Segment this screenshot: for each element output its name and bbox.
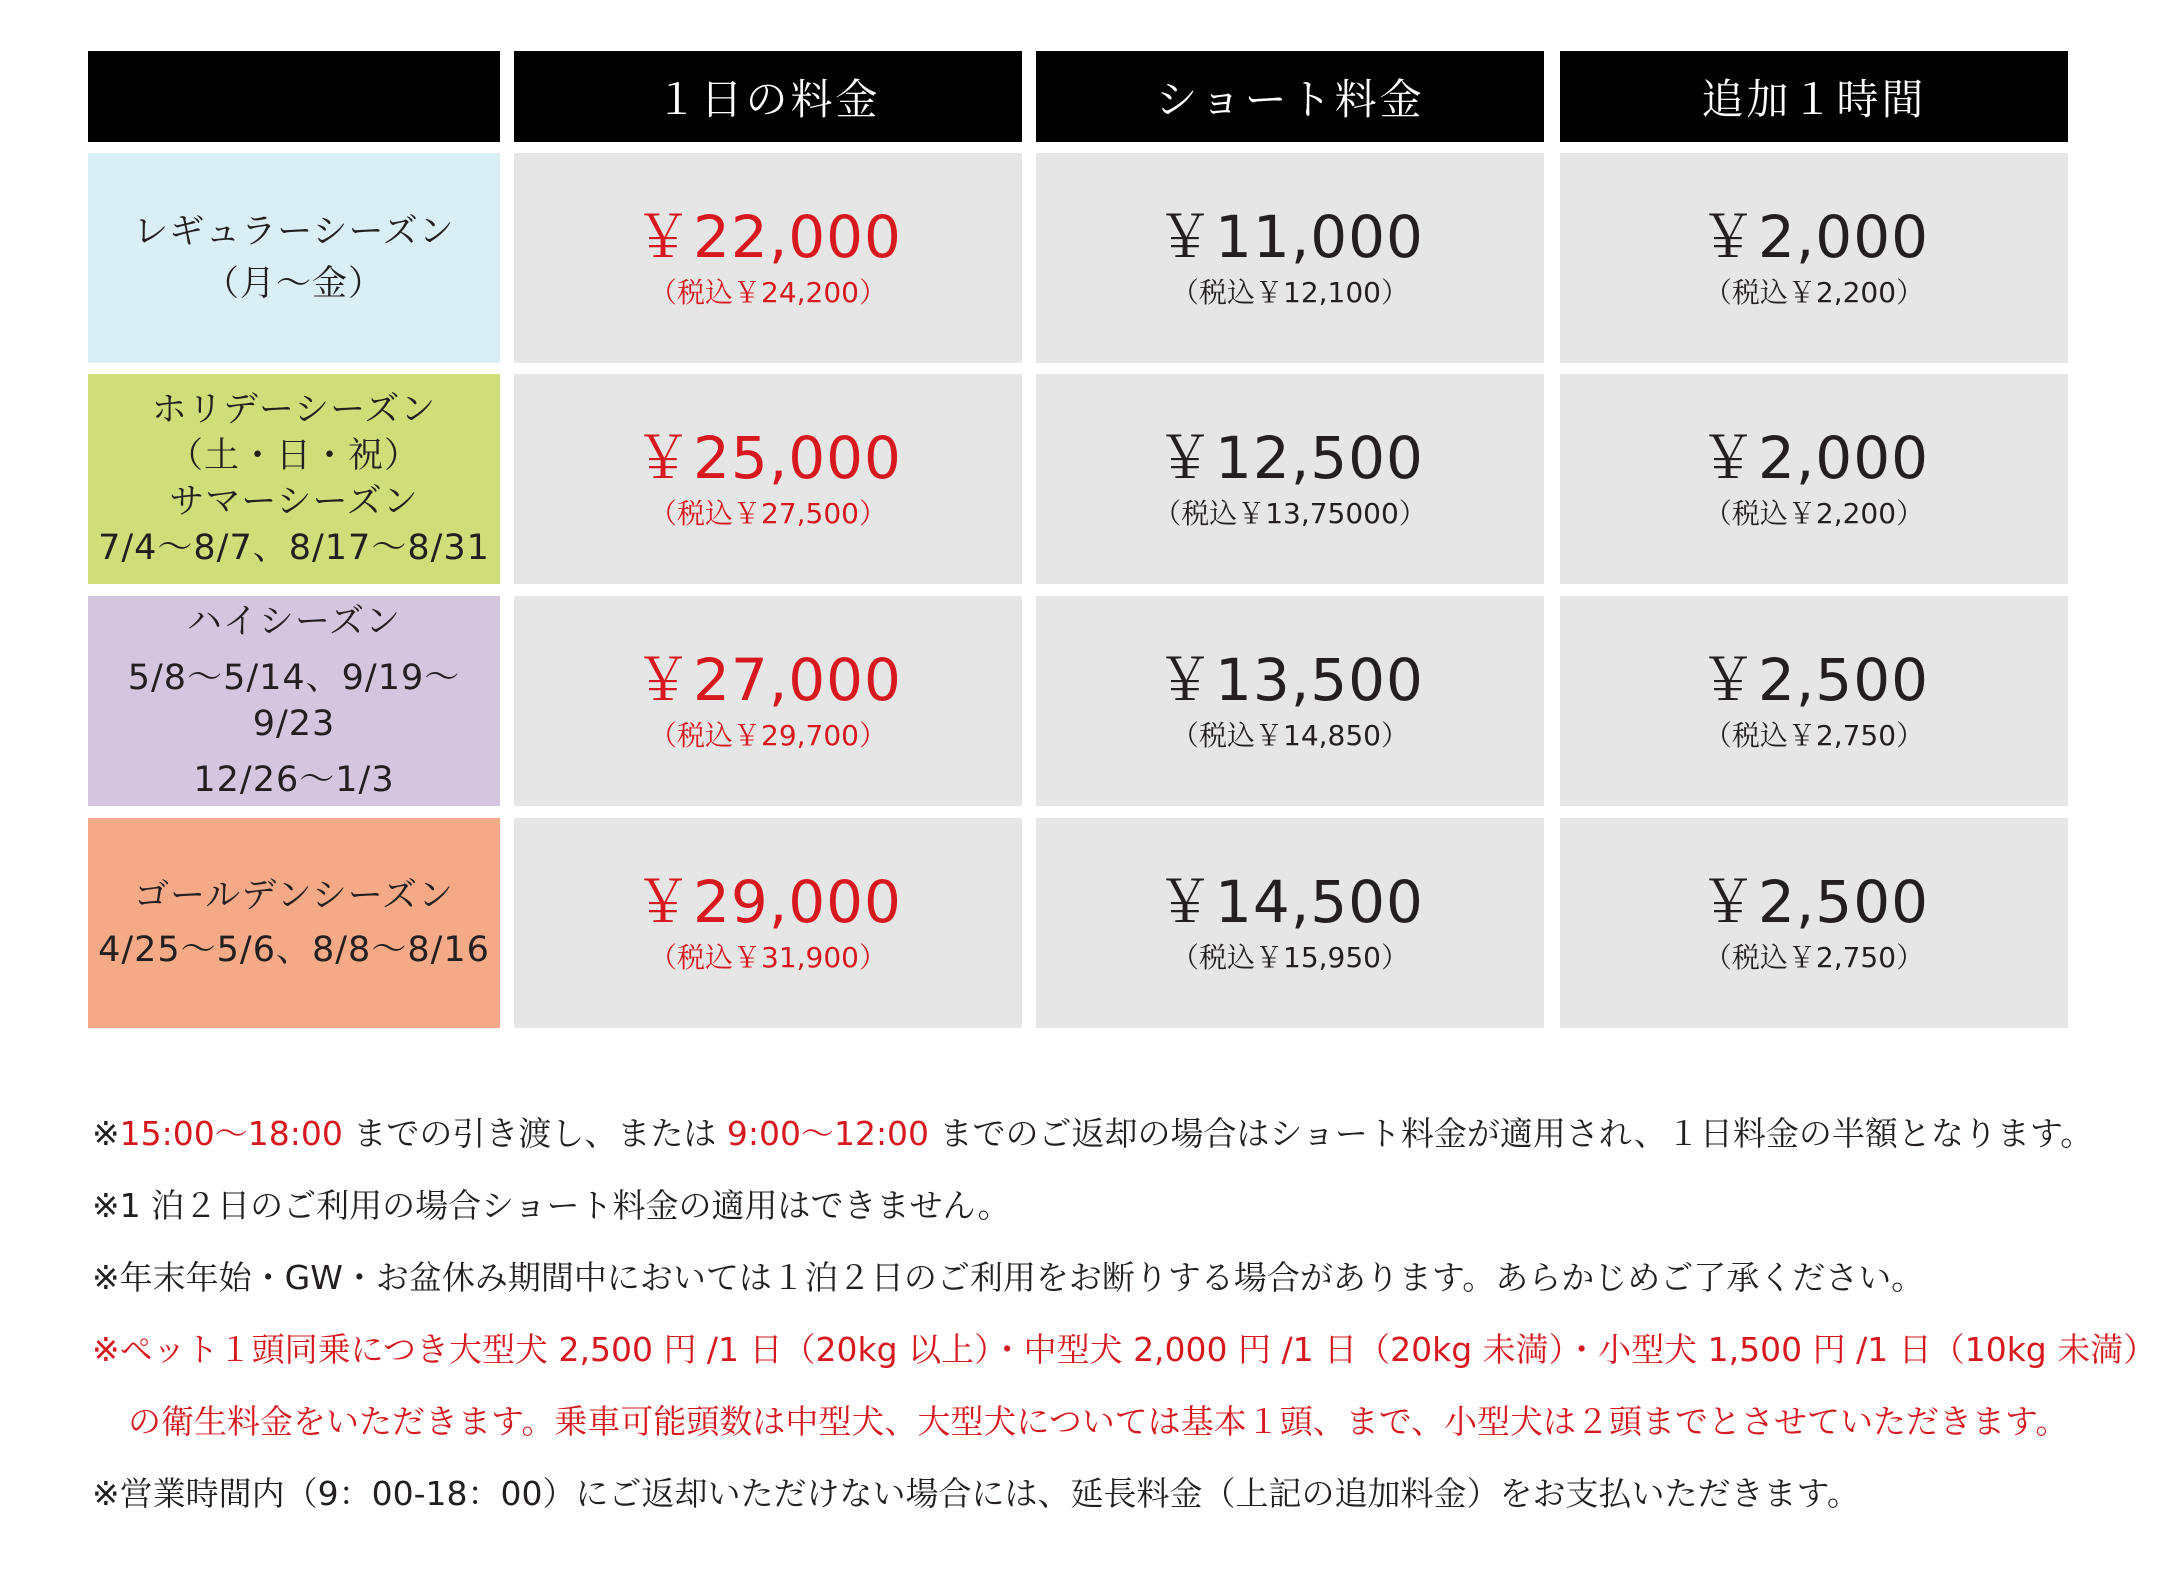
extra-price-tax: （税込￥2,200） bbox=[1703, 497, 1925, 530]
note-business-hours: ※営業時間内（9：00-18：00）にご返却いただけない場合には、延長料金（上記の追加料金）をお支払いただきます。 bbox=[92, 1474, 1860, 1513]
short-rate-cell bbox=[1036, 818, 1544, 1028]
handover-time-range: 15:00〜18:00 bbox=[119, 1114, 343, 1153]
header-short-rate bbox=[1036, 51, 1544, 142]
season-line: ハイシーズン bbox=[186, 602, 402, 642]
short-price: ￥13,500 bbox=[1156, 646, 1424, 714]
extra-hour-cell bbox=[1560, 374, 2068, 584]
extra-price: ￥2,000 bbox=[1698, 203, 1930, 271]
extra-price-tax: （税込￥2,200） bbox=[1703, 276, 1925, 309]
season-regular bbox=[88, 153, 500, 363]
day-price-tax: （税込￥24,200） bbox=[649, 276, 887, 309]
header-extra-hour-label: 追加１時間 bbox=[1701, 74, 1927, 124]
season-line: 5/8〜5/14、9/19〜9/23 bbox=[127, 658, 461, 744]
short-price: ￥11,000 bbox=[1156, 203, 1424, 271]
season-line: レギュラーシーズン bbox=[133, 212, 455, 252]
extra-hour-cell bbox=[1560, 596, 2068, 806]
extra-hour-cell bbox=[1560, 153, 2068, 363]
day-price: ￥27,000 bbox=[634, 646, 902, 714]
short-price: ￥14,500 bbox=[1156, 868, 1424, 936]
season-line: 4/25〜5/6、8/8〜8/16 bbox=[98, 930, 490, 970]
short-price-tax: （税込￥15,950） bbox=[1171, 941, 1409, 974]
note-text: までのご返却の場合はショート料金が適用され、１日料金の半額となります。 bbox=[929, 1114, 2094, 1153]
season-high bbox=[88, 596, 500, 806]
day-rate-cell bbox=[514, 374, 1022, 584]
season-line: ゴールデンシーズン bbox=[134, 876, 454, 916]
day-rate-cell bbox=[514, 818, 1022, 1028]
short-price-tax: （税込￥13,75000） bbox=[1153, 497, 1427, 530]
header-day-rate bbox=[514, 51, 1022, 142]
header-short-rate-label: ショート料金 bbox=[1155, 74, 1425, 124]
short-price-tax: （税込￥14,850） bbox=[1171, 719, 1409, 752]
extra-price-tax: （税込￥2,750） bbox=[1703, 719, 1925, 752]
day-price-tax: （税込￥27,500） bbox=[649, 497, 887, 530]
note-pet-fee-continued: の衛生料金をいただきます。乗車可能頭数は中型犬、大型犬については基本１頭、まで、小型犬は２頭までとさせていただきます。 bbox=[128, 1402, 2069, 1441]
extra-price: ￥2,000 bbox=[1698, 424, 1930, 492]
day-price-tax: （税込￥31,900） bbox=[649, 941, 887, 974]
note-overnight: ※1 泊２日のご利用の場合ショート料金の適用はできません。 bbox=[92, 1186, 1011, 1225]
extra-price: ￥2,500 bbox=[1698, 868, 1930, 936]
season-line: 12/26〜1/3 bbox=[193, 760, 395, 800]
day-rate-cell bbox=[514, 596, 1022, 806]
season-line: ホリデーシーズン bbox=[151, 390, 437, 430]
season-line: 7/4〜8/7、8/17〜8/31 bbox=[98, 528, 490, 568]
season-line: （月〜金） bbox=[203, 264, 384, 304]
extra-price: ￥2,500 bbox=[1698, 646, 1930, 714]
note-pet-fee: ※ペット１頭同乗につき大型犬 2,500 円 /1 日（20kg 以上）・中型犬 2,000 円 /1 日（20kg 未満）・小型犬 1,500 円 /1 日（10kg 未満） bbox=[92, 1330, 2157, 1369]
day-rate-cell bbox=[514, 153, 1022, 363]
short-price-tax: （税込￥12,100） bbox=[1171, 276, 1409, 309]
short-rate-cell bbox=[1036, 374, 1544, 584]
season-holiday-summer bbox=[88, 374, 500, 584]
season-golden bbox=[88, 818, 500, 1028]
note-text: までの引き渡し、または bbox=[342, 1114, 727, 1153]
season-line: （土・日・祝） bbox=[167, 436, 420, 476]
header-day-rate-label: １日の料金 bbox=[655, 74, 881, 124]
note-short-rate-times bbox=[92, 1108, 2093, 1155]
short-rate-cell bbox=[1036, 596, 1544, 806]
day-price: ￥29,000 bbox=[634, 868, 902, 936]
note-prefix: ※ bbox=[92, 1114, 120, 1153]
season-line: サマーシーズン bbox=[169, 482, 419, 522]
extra-hour-cell bbox=[1560, 818, 2068, 1028]
short-price: ￥12,500 bbox=[1156, 424, 1424, 492]
day-price: ￥22,000 bbox=[634, 203, 902, 271]
day-price-tax: （税込￥29,700） bbox=[649, 719, 887, 752]
day-price: ￥25,000 bbox=[634, 424, 902, 492]
header-extra-hour bbox=[1560, 51, 2068, 142]
short-rate-cell bbox=[1036, 153, 1544, 363]
header-blank-cell bbox=[88, 51, 500, 142]
extra-price-tax: （税込￥2,750） bbox=[1703, 941, 1925, 974]
note-holiday-periods: ※年末年始・GW・お盆休み期間中においては１泊２日のご利用をお断りする場合があります。あらかじめご了承ください。 bbox=[92, 1258, 1925, 1297]
return-time-range: 9:00〜12:00 bbox=[726, 1114, 930, 1153]
